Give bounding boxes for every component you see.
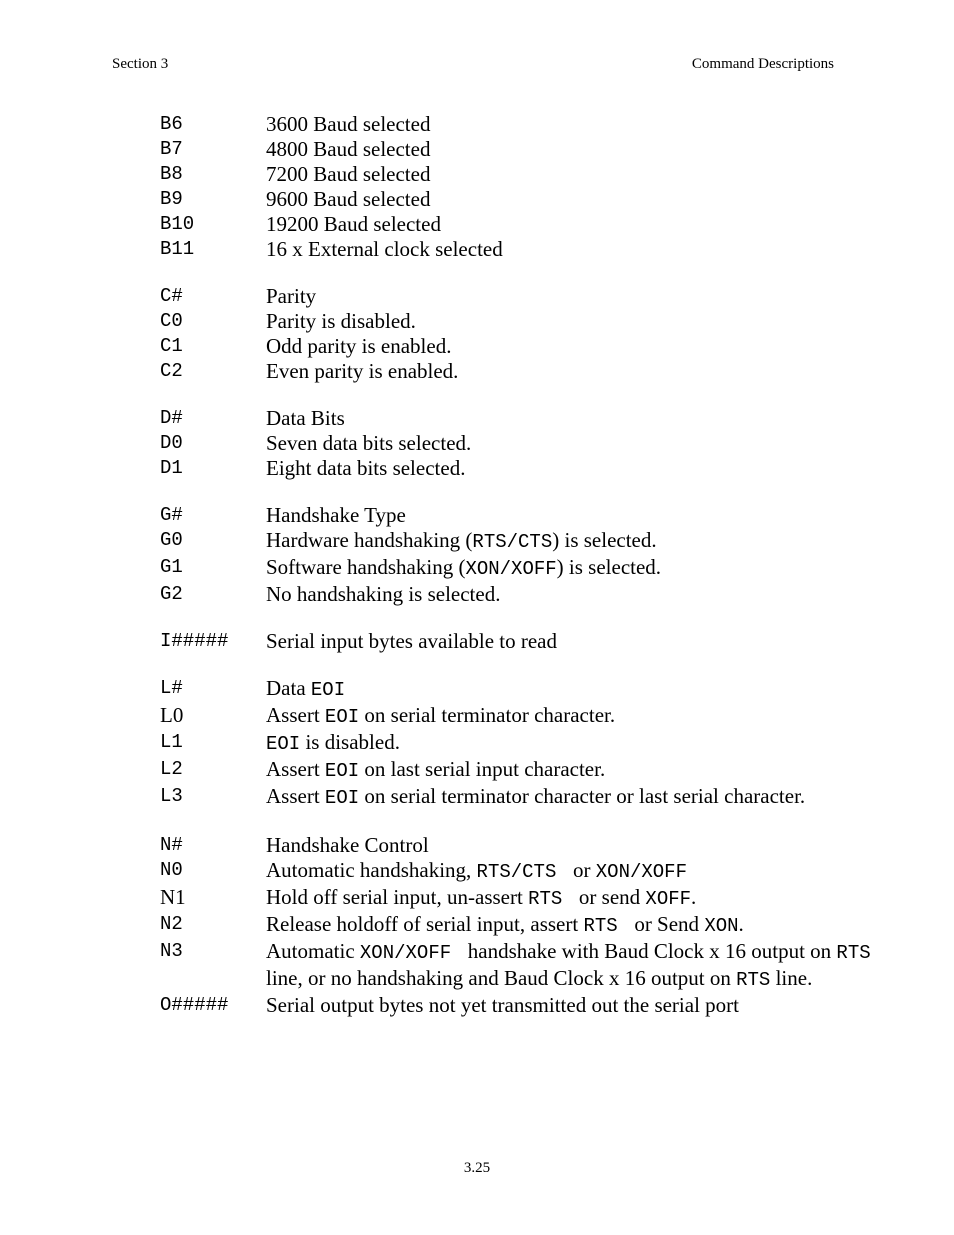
description-text: 19200 Baud selected	[266, 212, 441, 236]
signal-name: XON/XOFF	[359, 942, 463, 964]
signal-name: RTS	[836, 942, 871, 964]
command-code: G2	[160, 583, 183, 605]
description-text: or Send	[629, 912, 705, 936]
command-description	[266, 309, 880, 334]
command-group	[160, 406, 880, 481]
description-text: 4800 Baud selected	[266, 137, 431, 161]
command-row	[160, 137, 880, 162]
command-code: L0	[160, 703, 184, 727]
command-description	[266, 885, 880, 912]
description-text: Even parity is enabled.	[266, 359, 459, 383]
command-code: B11	[160, 238, 195, 260]
page-number: 3.25	[463, 1160, 491, 1176]
command-row	[160, 212, 880, 237]
command-code: D1	[160, 457, 183, 479]
command-description	[266, 431, 880, 456]
signal-name: RTS	[583, 915, 630, 937]
command-description	[266, 162, 880, 187]
signal-name: EOI	[266, 733, 301, 755]
command-group	[160, 503, 880, 607]
description-text: Assert	[266, 784, 325, 808]
command-description	[266, 503, 880, 528]
command-description	[266, 137, 880, 162]
command-row	[160, 284, 880, 309]
command-code: N#	[160, 834, 183, 856]
command-row	[160, 334, 880, 359]
command-row	[160, 582, 880, 607]
description-text: Automatic handshaking,	[266, 858, 477, 882]
command-row	[160, 912, 880, 939]
signal-name: RTS/CTS	[472, 531, 553, 553]
signal-name: EOI	[324, 760, 360, 782]
command-description	[266, 858, 880, 885]
description-text: Release holdoff of serial input, assert	[266, 912, 584, 936]
command-code: B6	[160, 113, 183, 135]
signal-name: EOI	[310, 679, 346, 701]
description-text: Eight data bits selected.	[266, 456, 466, 480]
command-description	[266, 334, 880, 359]
command-code: G1	[160, 556, 183, 578]
command-description	[266, 456, 880, 481]
command-code: L#	[160, 677, 183, 699]
command-code: C1	[160, 335, 183, 357]
description-text: line, or no handshaking and Baud Clock x 16 output on	[266, 939, 876, 990]
signal-name: RTS	[736, 969, 771, 991]
command-description	[266, 784, 880, 811]
command-row	[160, 456, 880, 481]
command-row	[160, 112, 880, 137]
signal-name: EOI	[324, 706, 360, 728]
description-text: or send	[573, 885, 646, 909]
command-row	[160, 406, 880, 431]
command-description	[266, 833, 880, 858]
running-header-title: Command Descriptions	[691, 56, 834, 72]
command-code: G#	[160, 504, 183, 526]
command-row	[160, 784, 880, 811]
description-text: Data Bits	[266, 406, 345, 430]
command-group	[160, 676, 880, 811]
signal-name: RTS	[528, 888, 574, 910]
command-group	[160, 629, 880, 654]
running-header-section: Section 3	[112, 56, 169, 72]
command-description	[266, 629, 880, 654]
command-description	[266, 406, 880, 431]
signal-name: XON	[704, 915, 739, 937]
command-description	[266, 359, 880, 384]
command-code: B9	[160, 188, 183, 210]
signal-name: XON/XOFF	[595, 861, 687, 883]
command-row	[160, 359, 880, 384]
description-text: ) is selected.	[556, 555, 662, 579]
command-description	[266, 912, 880, 939]
command-description	[266, 237, 880, 262]
description-text: 7200 Baud selected	[266, 162, 431, 186]
description-text: Automatic	[266, 939, 360, 963]
description-text: .	[738, 912, 744, 936]
description-text: Hold off serial input, un-assert	[266, 885, 529, 909]
command-code: O#####	[160, 994, 229, 1016]
command-description	[266, 284, 880, 309]
command-row	[160, 309, 880, 334]
command-code: N1	[160, 885, 186, 909]
description-text: on last serial input character.	[359, 757, 606, 781]
command-group	[160, 284, 880, 384]
description-text: 16 x External clock selected	[266, 237, 503, 261]
command-row	[160, 703, 880, 730]
command-code: L2	[160, 758, 183, 780]
command-row	[160, 431, 880, 456]
description-text: handshake with Baud Clock x 16 output on	[462, 939, 837, 963]
command-description	[266, 757, 880, 784]
description-text: Parity	[266, 284, 317, 308]
command-group	[160, 833, 880, 1018]
command-row	[160, 833, 880, 858]
command-code: D#	[160, 407, 183, 429]
command-description	[266, 187, 880, 212]
command-list	[160, 112, 880, 1040]
command-code: C#	[160, 285, 183, 307]
description-text: Handshake Type	[266, 503, 406, 527]
description-text: is disabled.	[300, 730, 400, 754]
command-description	[266, 582, 880, 607]
command-code: G0	[160, 529, 183, 551]
command-code: N2	[160, 913, 183, 935]
description-text: Assert	[266, 757, 325, 781]
description-text: on serial terminator character.	[359, 703, 616, 727]
description-text: .	[691, 885, 697, 909]
command-row	[160, 730, 880, 757]
command-description	[266, 212, 880, 237]
signal-name: EOI	[324, 787, 360, 809]
command-code: D0	[160, 432, 183, 454]
command-row	[160, 187, 880, 212]
command-row	[160, 237, 880, 262]
description-text: ) is selected.	[552, 528, 657, 552]
description-text: Assert	[266, 703, 325, 727]
command-row	[160, 757, 880, 784]
description-text: on serial terminator character or last serial character.	[359, 784, 806, 808]
description-text: 9600 Baud selected	[266, 187, 431, 211]
command-code: B8	[160, 163, 183, 185]
description-text: Handshake Control	[266, 833, 429, 857]
description-text: Parity is disabled.	[266, 309, 416, 333]
signal-name: XOFF	[645, 888, 692, 910]
description-text: Serial input bytes available to read	[266, 629, 557, 653]
description-text: No handshaking is selected.	[266, 582, 501, 606]
command-row	[160, 528, 880, 555]
command-description	[266, 112, 880, 137]
command-code: C0	[160, 310, 183, 332]
command-description	[266, 703, 880, 730]
command-row	[160, 162, 880, 187]
command-row	[160, 858, 880, 885]
command-row	[160, 676, 880, 703]
description-text: Serial output bytes not yet transmitted out the serial port	[266, 993, 739, 1017]
command-row	[160, 993, 880, 1018]
command-description	[266, 676, 880, 703]
command-description	[266, 555, 880, 582]
command-code: B7	[160, 138, 183, 160]
description-text: Hardware handshaking (	[266, 528, 473, 552]
command-row	[160, 939, 880, 993]
command-row	[160, 555, 880, 582]
command-code: L3	[160, 785, 183, 807]
command-row	[160, 503, 880, 528]
command-description	[266, 993, 880, 1018]
command-description	[266, 730, 880, 757]
command-code: L1	[160, 731, 183, 753]
description-text: or	[567, 858, 596, 882]
command-description	[266, 528, 880, 555]
command-code: C2	[160, 360, 183, 382]
description-text: Data	[266, 676, 311, 700]
command-group	[160, 112, 880, 262]
signal-name: RTS/CTS	[476, 861, 568, 883]
command-code: B10	[160, 213, 195, 235]
description-text: line.	[770, 966, 813, 990]
command-description	[266, 939, 880, 993]
signal-name: XON/XOFF	[465, 558, 557, 580]
description-text: Odd parity is enabled.	[266, 334, 452, 358]
description-text: Software handshaking (	[266, 555, 466, 579]
command-code: I#####	[160, 630, 229, 652]
command-code: N0	[160, 859, 183, 881]
command-row	[160, 629, 880, 654]
command-row	[160, 885, 880, 912]
description-text: 3600 Baud selected	[266, 112, 431, 136]
command-code: N3	[160, 940, 183, 962]
description-text: Seven data bits selected.	[266, 431, 472, 455]
